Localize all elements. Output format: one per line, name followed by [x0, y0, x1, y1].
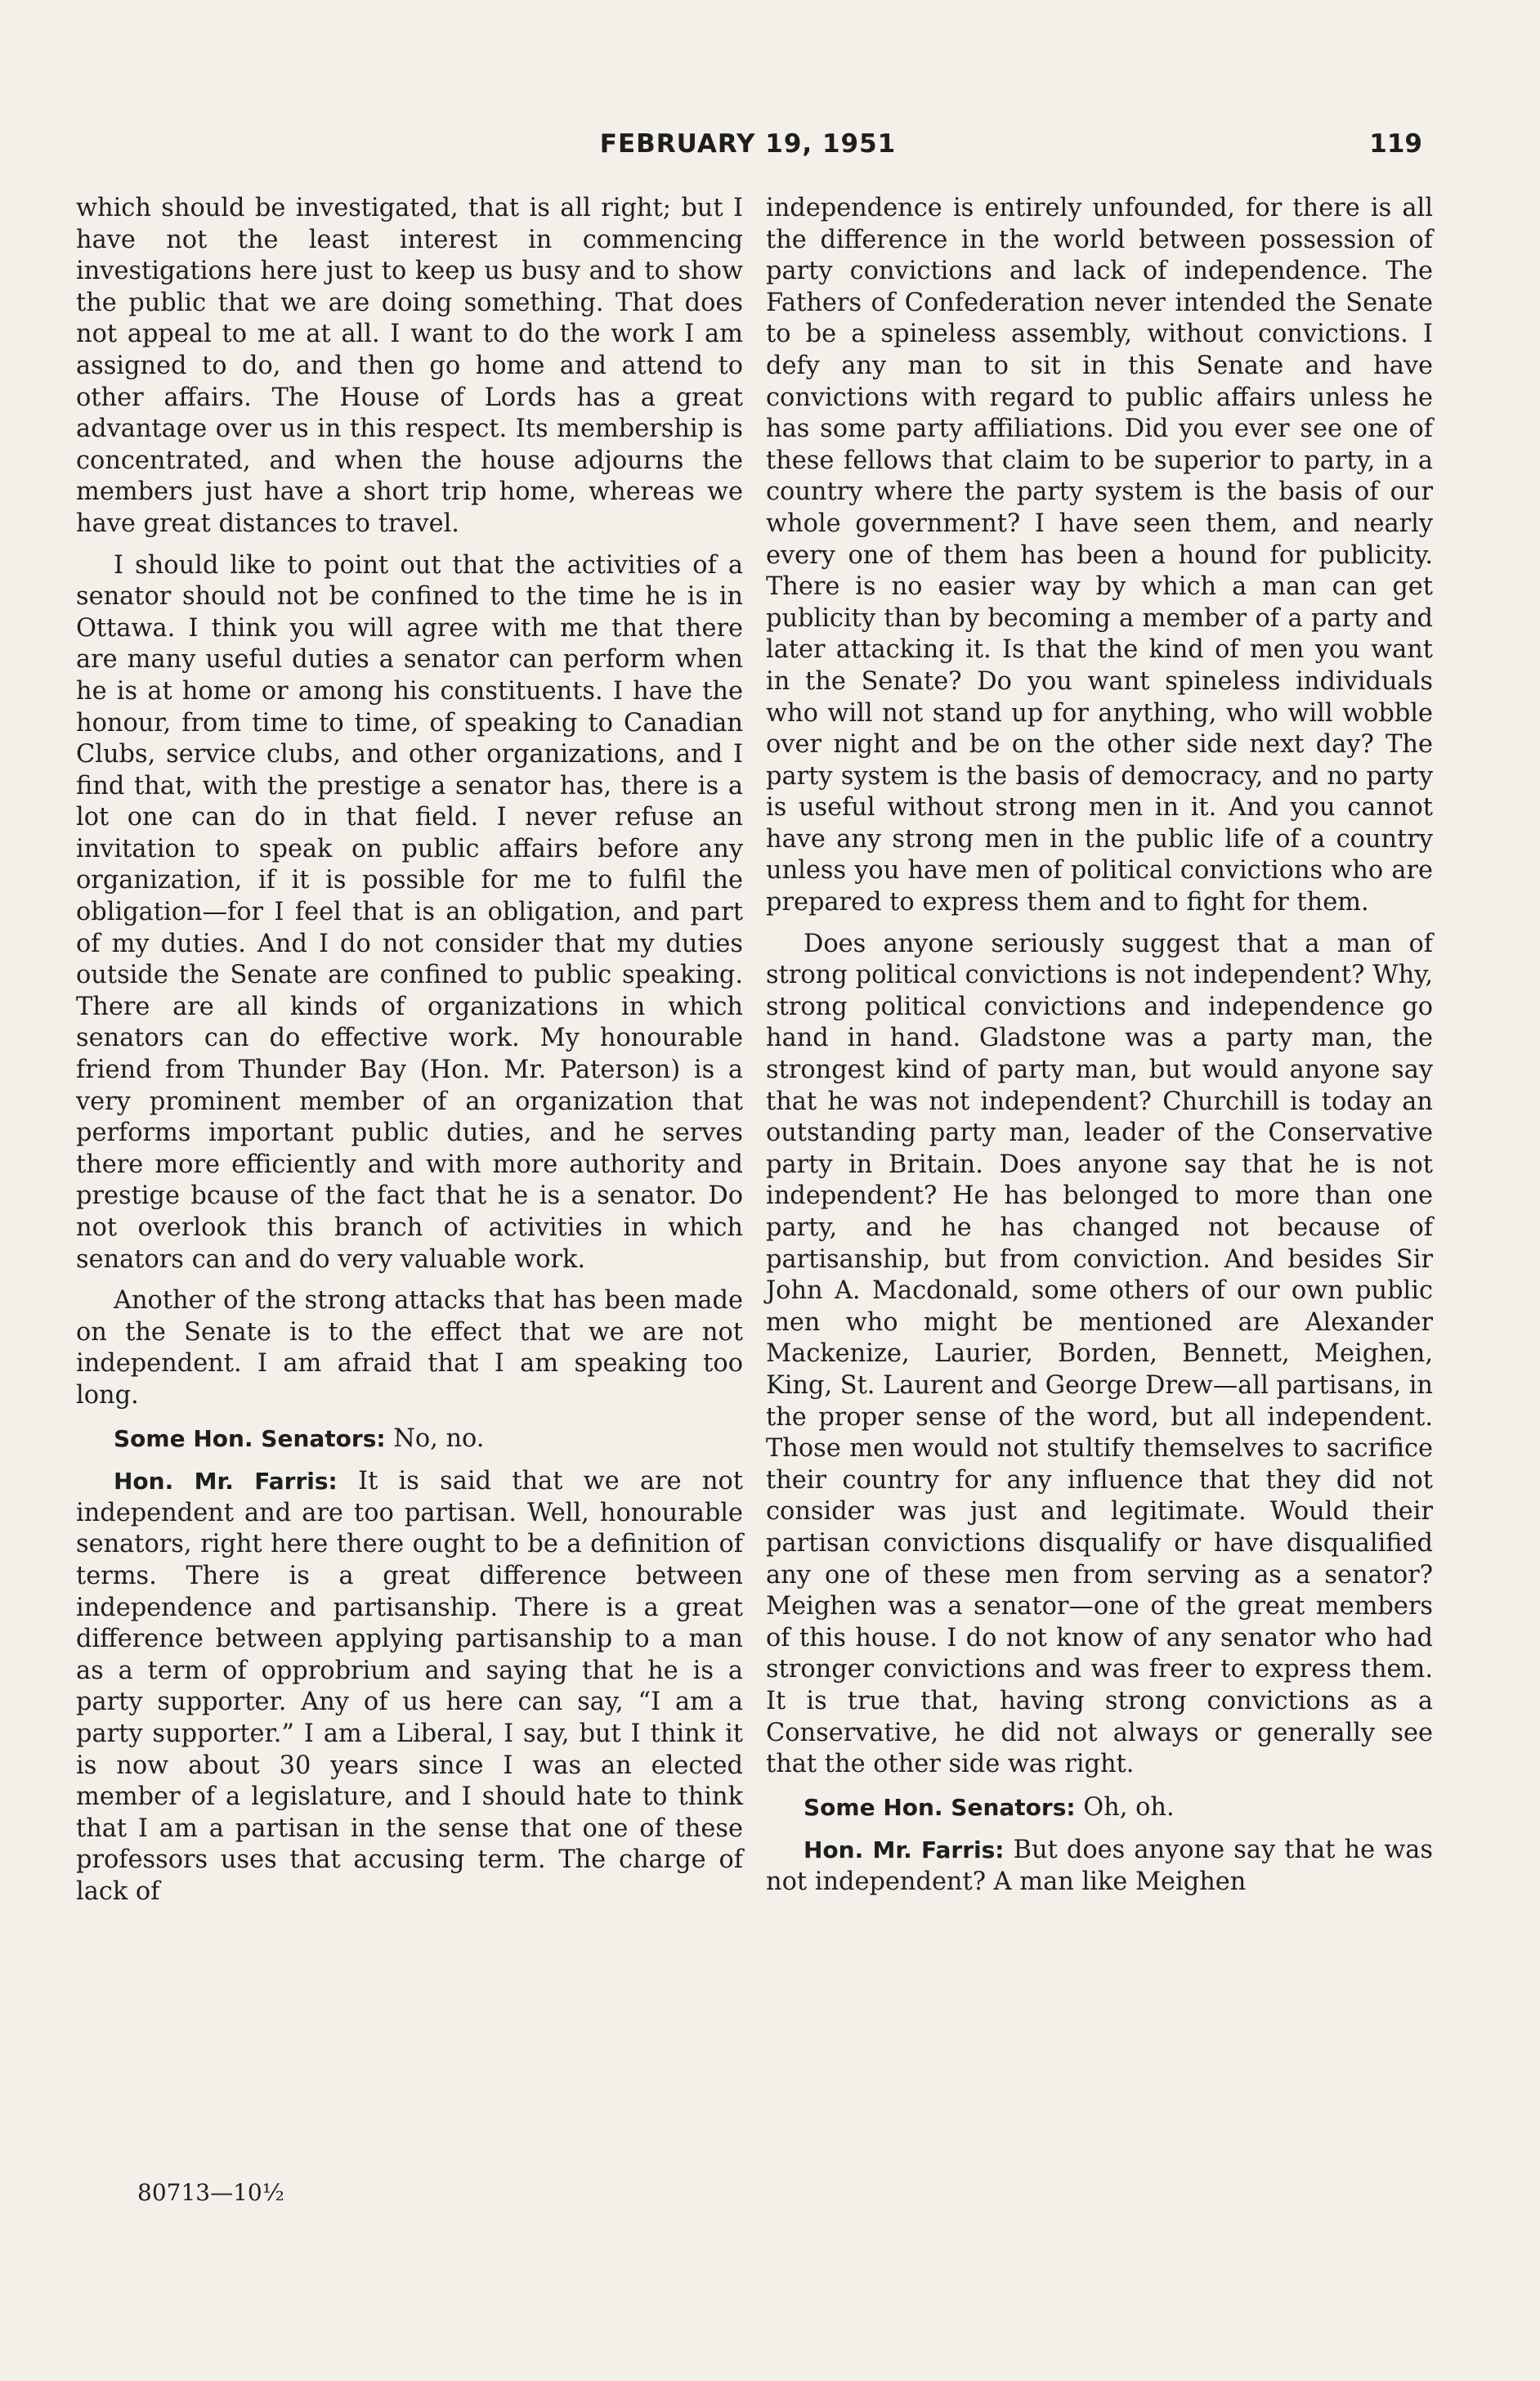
paragraph: I should like to point out that the activities of a senator should not be confined to the time he is in Ottawa. I think you will agree with me that there are many useful duties a senator can perform when he is at home or among his constituents. I have the honour, from time to time, of speaking to Canadian Clubs, service clubs, and other organizations, and I find that, with the prestige a senator has, there is a lot one can do in that field. I never refuse an invitation to speak on public affairs before any organization, if it is possible for me to fulfil the obligation—for I feel that is an obligation, and part of my duties. And I do not consider that my duties outside the Senate are confined to public speaking. There are all kinds of organizations in which senators can do effective work. My honourable friend from Thunder Bay (Hon. Mr. Paterson) is a very prominent member of an organization that performs important public duties, and he serves there more efficiently and with more authority and prestige bcause of the fact that he is a senator. Do not overlook this branch of activities in which senators can and do very valuable work. [76, 550, 743, 1274]
speech-text: No, no. [393, 1424, 485, 1453]
speaker-label: Hon. Mr. Farris: [804, 1836, 1005, 1864]
speech-entry [76, 1424, 743, 1455]
speaker-label: Some Hon. Senators: [114, 1424, 386, 1452]
speech-text: It is said that we are not independent and are too partisan. Well, honourable senators, right here there ought to be a definition of terms. There is a great difference between independence and partisanship. There is a great difference between applying partisanship to a man as a term of opprobrium and saying that he is a party supporter. Any of us here can say, “I am a party supporter.” I am a Liberal, I say, but I think it is now about 30 years since I was an elected member of a legislature, and I should hate to think that I am a partisan in the sense that one of these professors uses that accusing term. The charge of lack of [76, 1467, 744, 1906]
speaker-label: Hon. Mr. Farris: [114, 1468, 338, 1495]
speech-entry [76, 1466, 743, 1908]
page-number: 119 [1369, 129, 1422, 159]
page-header [74, 129, 1422, 170]
speaker-label: Some Hon. Senators: [804, 1793, 1076, 1821]
right-column [766, 193, 1433, 1908]
paragraph: which should be investigated, that is all right; but I have not the least interest in commencing investigations here just to keep us busy and to show the public that we are doing something. That does not appeal to me at all. I want to do the work I am assigned to do, and then go home and attend to other affairs. The House of Lords has a great advantage over us in this respect. Its membership is concentrated, and when the house adjourns the members just have a short trip home, whereas we have great distances to travel. [76, 194, 743, 538]
printer-signature: 80713—10½ [137, 2179, 284, 2206]
speech-entry [766, 1835, 1433, 1898]
speech-text: Oh, oh. [1083, 1792, 1175, 1822]
left-column [76, 193, 743, 1917]
speech-text: But does anyone say that he was not independent? A man like Meighen [766, 1836, 1433, 1896]
header-date: FEBRUARY 19, 1951 [599, 129, 897, 159]
paragraph: Does anyone seriously suggest that a man of strong political convictions is not independent? Why, strong political convictions and independence go hand in hand. Gladstone was a party man, the strongest kind of party man, but would anyone say that he was not independent? Churchill is today an outstanding party man, leader of the Conservative party in Britain. Does anyone say that he is not independent? He has belonged to more than one party, and he has changed not because of partisanship, but from conviction. And besides Sir John A. Macdonald, some others of our own public men who might be mentioned are Alexander Mackenize, Laurier, Borden, Bennett, Meighen, King, St. Laurent and George Drew—all partisans, in the proper sense of the word, but all independent. Those men would not stultify themselves to sacrifice their country for any influence that they did not consider was just and legitimate. Would their partisan convictions disqualify or have disqualified any one of these men from serving as a senator? Meighen was a senator—one of the great members of this house. I do not know of any senator who had stronger convictions and was freer to express them. It is true that, having strong convictions as a Conservative, he did not always or generally see that the other side was right. [766, 929, 1433, 1779]
paragraph: independence is entirely unfounded, for there is all the difference in the world between possession of party convictions and lack of independence. The Fathers of Confederation never intended the Senate to be a spineless assembly, without convictions. I defy any man to sit in this Senate and have convictions with regard to public affairs unless he has some party affiliations. Did you ever see one of these fellows that claim to be superior to party, in a country where the party system is the basis of our whole government? I have seen them, and nearly every one of them has been a hound for publicity. There is no easier way by which a man can get publicity than by becoming a member of a party and later attacking it. Is that the kind of men you want in the Senate? Do you want spineless individuals who will not stand up for anything, who will wobble over night and be on the other side next day? The party system is the basis of democracy, and no party is useful without strong men in it. And you cannot have any strong men in the public life of a country unless you have men of political convictions who are prepared to express them and to fight for them. [766, 194, 1433, 917]
paragraph: Another of the strong attacks that has been made on the Senate is to the effect that we are not independent. I am afraid that I am speaking too long. [76, 1286, 743, 1410]
speech-entry [766, 1792, 1433, 1824]
